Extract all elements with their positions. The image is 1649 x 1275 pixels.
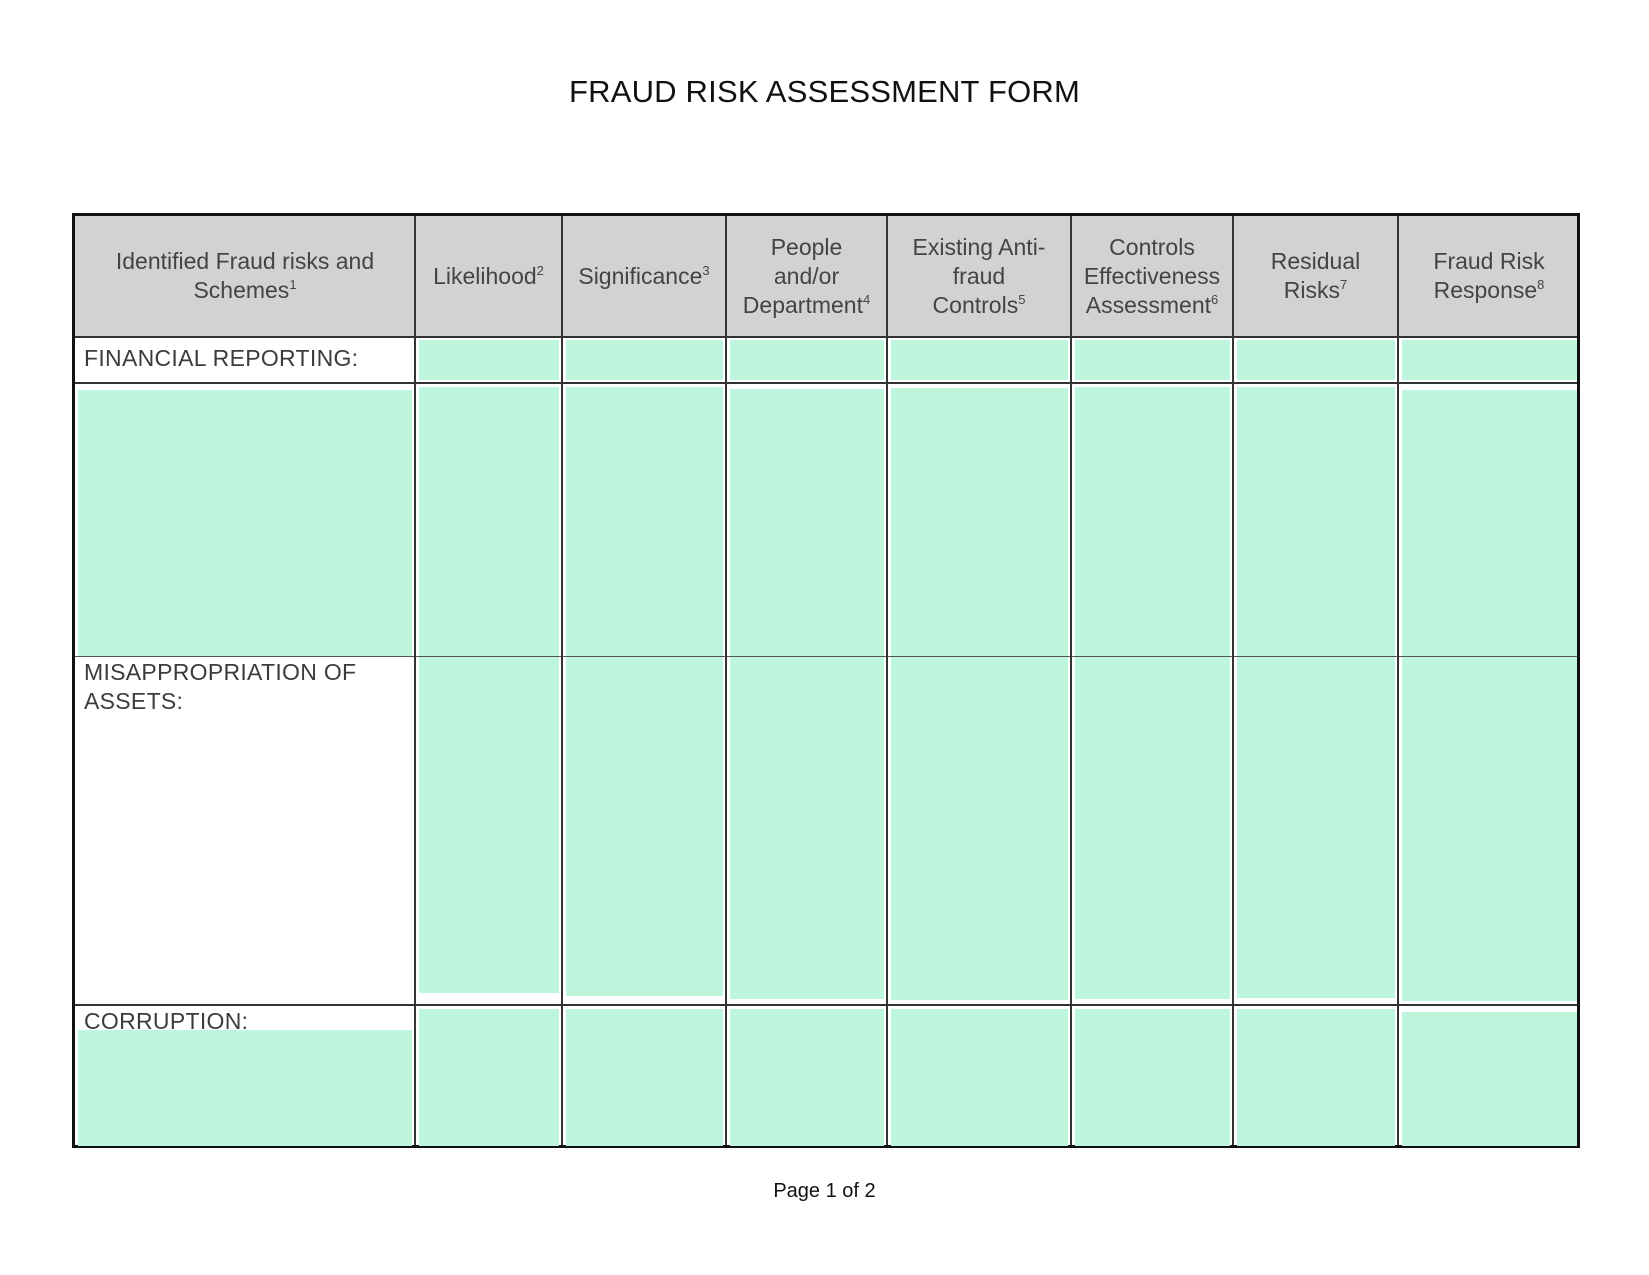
co-significance-field[interactable]	[566, 1009, 723, 1146]
fraud-risk-table	[72, 213, 1580, 1148]
footnote-marker: 8	[1537, 277, 1545, 292]
co-response-field[interactable]	[1402, 1012, 1577, 1146]
ma-people-field[interactable]	[730, 657, 884, 999]
footnote-marker: 1	[289, 277, 297, 292]
co-controls-field[interactable]	[891, 1009, 1068, 1146]
co-residual-field[interactable]	[1237, 1009, 1395, 1146]
row-divider	[75, 382, 1577, 384]
column-divider	[1397, 216, 1399, 1145]
header-residual-risks	[1233, 216, 1398, 336]
header-label: Residual Risks	[1270, 248, 1361, 303]
column-divider	[886, 216, 888, 1145]
ma-significance-field[interactable]	[566, 657, 723, 996]
column-divider	[414, 216, 416, 1145]
ma-controls-field[interactable]	[891, 657, 1068, 1000]
header-fraud-risk-response	[1398, 216, 1580, 336]
page-number: Page 1 of 2	[773, 1180, 876, 1202]
header-controls-effectiveness	[1071, 216, 1233, 336]
ma-response-field[interactable]	[1402, 657, 1577, 1001]
co-effectiveness-field[interactable]	[1075, 1009, 1230, 1146]
header-label: Existing Anti-fraud Controls	[912, 233, 1046, 318]
fr-detail-response-field[interactable]	[1402, 390, 1577, 656]
fr-controls-field[interactable]	[891, 340, 1068, 380]
section-misappropriation-of-assets: MISAPPROPRIATION OF ASSETS:	[84, 659, 357, 714]
fr-likelihood-field[interactable]	[419, 340, 559, 380]
footnote-marker: 7	[1340, 277, 1348, 292]
section-financial-reporting: FINANCIAL REPORTING:	[84, 345, 359, 371]
fr-effectiveness-field[interactable]	[1075, 340, 1230, 380]
fr-significance-field[interactable]	[566, 340, 723, 380]
ma-effectiveness-field[interactable]	[1075, 657, 1230, 999]
fr-detail-controls-field[interactable]	[891, 388, 1068, 656]
fr-detail-significance-field[interactable]	[566, 387, 723, 656]
footnote-marker: 6	[1211, 291, 1219, 307]
header-label: Fraud Risk Response	[1433, 248, 1545, 303]
ma-residual-field[interactable]	[1237, 657, 1395, 998]
column-divider	[1232, 216, 1234, 1145]
column-divider	[725, 216, 727, 1145]
fr-identified-risks-field[interactable]	[78, 390, 412, 656]
column-divider	[561, 216, 563, 1145]
fr-people-field[interactable]	[730, 340, 884, 380]
header-label: Significance	[578, 262, 703, 289]
fr-detail-residual-field[interactable]	[1237, 387, 1395, 656]
co-people-field[interactable]	[730, 1009, 884, 1146]
fr-detail-likelihood-field[interactable]	[419, 387, 559, 656]
header-identified-fraud-risks	[75, 216, 415, 336]
footnote-marker: 5	[1018, 291, 1026, 307]
row-divider	[75, 1004, 1577, 1006]
footnote-marker: 2	[536, 262, 544, 278]
corruption-identified-risks-field[interactable]	[78, 1030, 412, 1146]
header-significance	[562, 216, 726, 336]
header-label: People and/or Department	[742, 233, 863, 318]
fr-response-field[interactable]	[1402, 340, 1577, 380]
column-divider	[1070, 216, 1072, 1145]
form-title: FRAUD RISK ASSESSMENT FORM	[568, 74, 1081, 109]
header-label: Identified Fraud risks and Schemes	[115, 248, 375, 303]
footnote-marker: 3	[702, 262, 710, 278]
header-existing-anti-fraud-controls	[887, 216, 1071, 336]
ma-likelihood-field[interactable]	[419, 657, 559, 993]
row-divider	[75, 656, 1577, 657]
header-label: Controls Effectiveness Assessment	[1083, 233, 1221, 318]
footnote-marker: 4	[862, 291, 871, 307]
fr-detail-effectiveness-field[interactable]	[1075, 387, 1230, 656]
fr-residual-field[interactable]	[1237, 340, 1395, 380]
header-people-department	[726, 216, 887, 336]
header-label: Likelihood	[433, 262, 537, 289]
fr-detail-people-field[interactable]	[730, 389, 884, 656]
row-divider	[75, 336, 1577, 338]
header-likelihood	[415, 216, 562, 336]
section-corruption: CORRUPTION:	[84, 1008, 249, 1034]
co-likelihood-field[interactable]	[419, 1009, 559, 1146]
